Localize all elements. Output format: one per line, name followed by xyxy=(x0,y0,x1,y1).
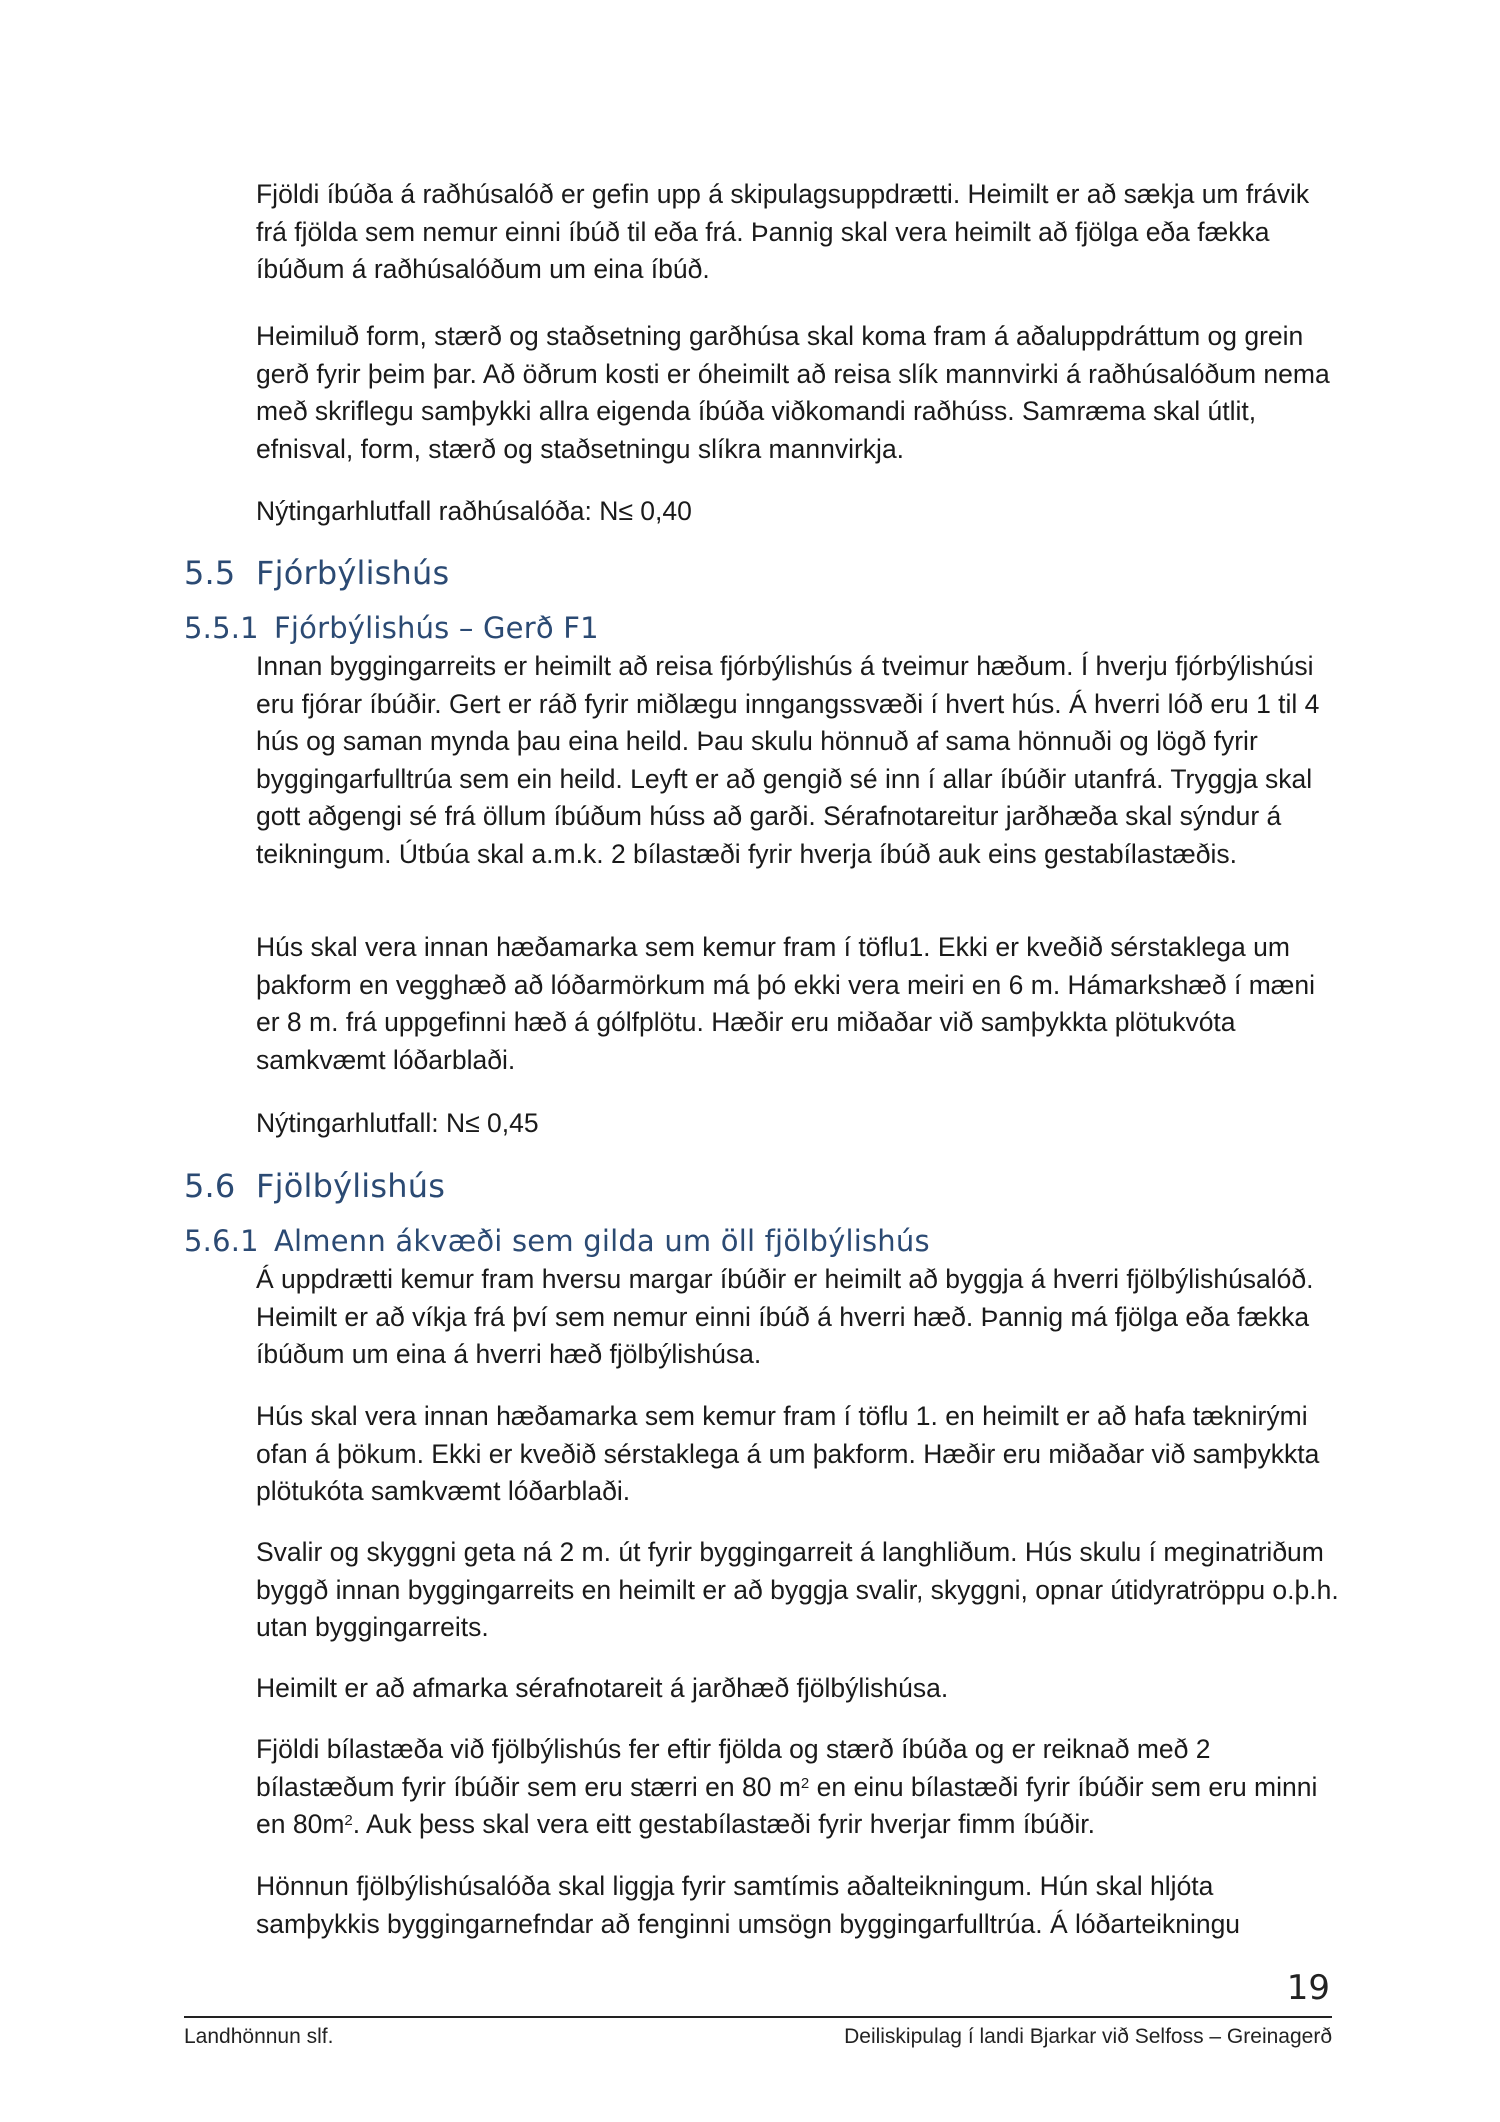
paragraph xyxy=(256,929,1341,1079)
paragraph xyxy=(256,1398,1341,1511)
subsection-number: 5.5.1 xyxy=(184,611,259,645)
paragraph-text xyxy=(256,1731,1341,1844)
paragraph xyxy=(256,648,1341,873)
section-heading-5-5 xyxy=(184,554,449,592)
section-title: Fjórbýlishús xyxy=(256,554,450,592)
subsection-title: Fjórbýlishús – Gerð F1 xyxy=(274,611,599,645)
page-number: 19 xyxy=(1286,1968,1330,2008)
subsection-number: 5.6.1 xyxy=(184,1224,259,1258)
paragraph xyxy=(256,493,1341,531)
section-title: Fjölbýlishús xyxy=(256,1167,446,1205)
section-number: 5.5 xyxy=(184,554,236,592)
paragraph xyxy=(256,176,1341,289)
paragraph xyxy=(256,1105,1341,1143)
footer-divider xyxy=(184,2016,1332,2018)
footer-document-title: Deiliskipulag í landi Bjarkar við Selfoss – Greinagerð xyxy=(844,2025,1332,2048)
text-run: . Auk þess skal vera eitt gestabílastæði fyrir hverjar fimm íbúðir. xyxy=(352,1809,1096,1839)
section-number: 5.6 xyxy=(184,1167,236,1205)
paragraph-text: Innan byggingarreits er heimilt að reisa fjórbýlishús á tveimur hæðum. Í hverju fjórbýlishúsi eru fjórar íbúðir. Gert er ráð fyrir miðlægu inngangssvæði í hvert hús. Á hverri lóð eru 1 til 4 hús og saman mynda þau eina heild. Þau skulu hönnuð af sama hönnuði og lögð fyrir byggingarfulltrúa sem ein heild. Leyft er að gengið sé inn í allar íbúðir utanfrá. Tryggja skal gott aðgengi sé frá öllum íbúðum húss að garði. Sérafnotareitur jarðhæða skal sýndur á teikningum. Útbúa skal a.m.k. 2 bílastæði fyrir hverja íbúð auk eins gestabílastæðis. xyxy=(256,651,1320,869)
paragraph xyxy=(256,1261,1341,1374)
paragraph-text: Hönnun fjölbýlishúsalóða skal liggja fyrir samtímis aðalteikningum. Hún skal hljóta samþykkis byggingarnefndar að fenginni umsögn byggingarfulltrúa. Á lóðarteikningu xyxy=(256,1871,1241,1939)
superscript: 2 xyxy=(344,1812,353,1829)
paragraph-text: Fjöldi íbúða á raðhúsalóð er gefin upp á skipulagsuppdrætti. Heimilt er að sækja um frávik frá fjölda sem nemur einni íbúð til eða frá. Þannig skal vera heimilt að fjölga eða fækka íbúðum á raðhúsalóðum um eina íbúð. xyxy=(256,179,1310,284)
superscript: 2 xyxy=(800,1774,810,1792)
paragraph-text: Á uppdrætti kemur fram hversu margar íbúðir er heimilt að byggja á hverri fjölbýlishúsalóð. Heimilt er að víkja frá því sem nemur einni íbúð á hverri hæð. Þannig má fjölga eða fækka íbúðum um eina á hverri hæð fjölbýlishúsa. xyxy=(256,1264,1314,1369)
paragraph-text: Heimilt er að afmarka sérafnotareit á jarðhæð fjölbýlishúsa. xyxy=(256,1673,949,1703)
paragraph-text: Nýtingarhlutfall raðhúsalóða: N≤ 0,40 xyxy=(256,496,692,526)
subsection-heading-5-6-1 xyxy=(184,1224,930,1258)
paragraph-text: Svalir og skyggni geta ná 2 m. út fyrir byggingarreit á langhliðum. Hús skulu í meginatriðum byggð innan byggingarreits en heimilt er að byggja svalir, skyggni, opnar útidyratröppu o.þ.h. utan byggingarreits. xyxy=(256,1537,1339,1642)
paragraph xyxy=(256,318,1341,468)
subsection-title: Almenn ákvæði sem gilda um öll fjölbýlishús xyxy=(274,1224,930,1258)
paragraph-text: Heimiluð form, stærð og staðsetning garðhúsa skal koma fram á aðaluppdráttum og grein gerð fyrir þeim þar. Að öðrum kosti er óheimilt að reisa slík mannvirki á raðhúsalóðum nema með skriflegu samþykki allra eigenda íbúða viðkomandi raðhúss. Samræma skal útlit, efnisval, form, stærð og staðsetningu slíkra mannvirkja. xyxy=(256,321,1330,464)
subsection-heading-5-5-1 xyxy=(184,611,599,645)
paragraph xyxy=(256,1534,1341,1647)
footer-company: Landhönnun slf. xyxy=(184,2025,334,2048)
text-run: en einu bílastæði fyrir íbúðir sem eru minni en 80m xyxy=(256,1771,1318,1839)
section-heading-5-6 xyxy=(184,1167,445,1205)
paragraph xyxy=(256,1731,1341,1844)
paragraph xyxy=(256,1670,1341,1708)
paragraph-text: Hús skal vera innan hæðamarka sem kemur fram í töflu 1. en heimilt er að hafa tæknirými ofan á þökum. Ekki er kveðið sérstaklega á um þakform. Hæðir eru miðaðar við samþykkta plötukóta samkvæmt lóðarblaði. xyxy=(256,1401,1320,1506)
text-run: Fjöldi bílastæða við fjölbýlishús fer eftir fjölda og stærð íbúða og er reiknað með 2 bílastæðum fyrir íbúðir sem eru stærri en 80 m xyxy=(256,1734,1211,1802)
paragraph-text: Nýtingarhlutfall: N≤ 0,45 xyxy=(256,1108,539,1138)
paragraph xyxy=(256,1868,1341,1943)
paragraph-text: Hús skal vera innan hæðamarka sem kemur fram í töflu1. Ekki er kveðið sérstaklega um þakform en vegghæð að lóðarmörkum má þó ekki vera meiri en 6 m. Hámarkshæð í mæni er 8 m. frá uppgefinni hæð á gólfplötu. Hæðir eru miðaðar við samþykkta plötukvóta samkvæmt lóðarblaði. xyxy=(256,932,1315,1075)
